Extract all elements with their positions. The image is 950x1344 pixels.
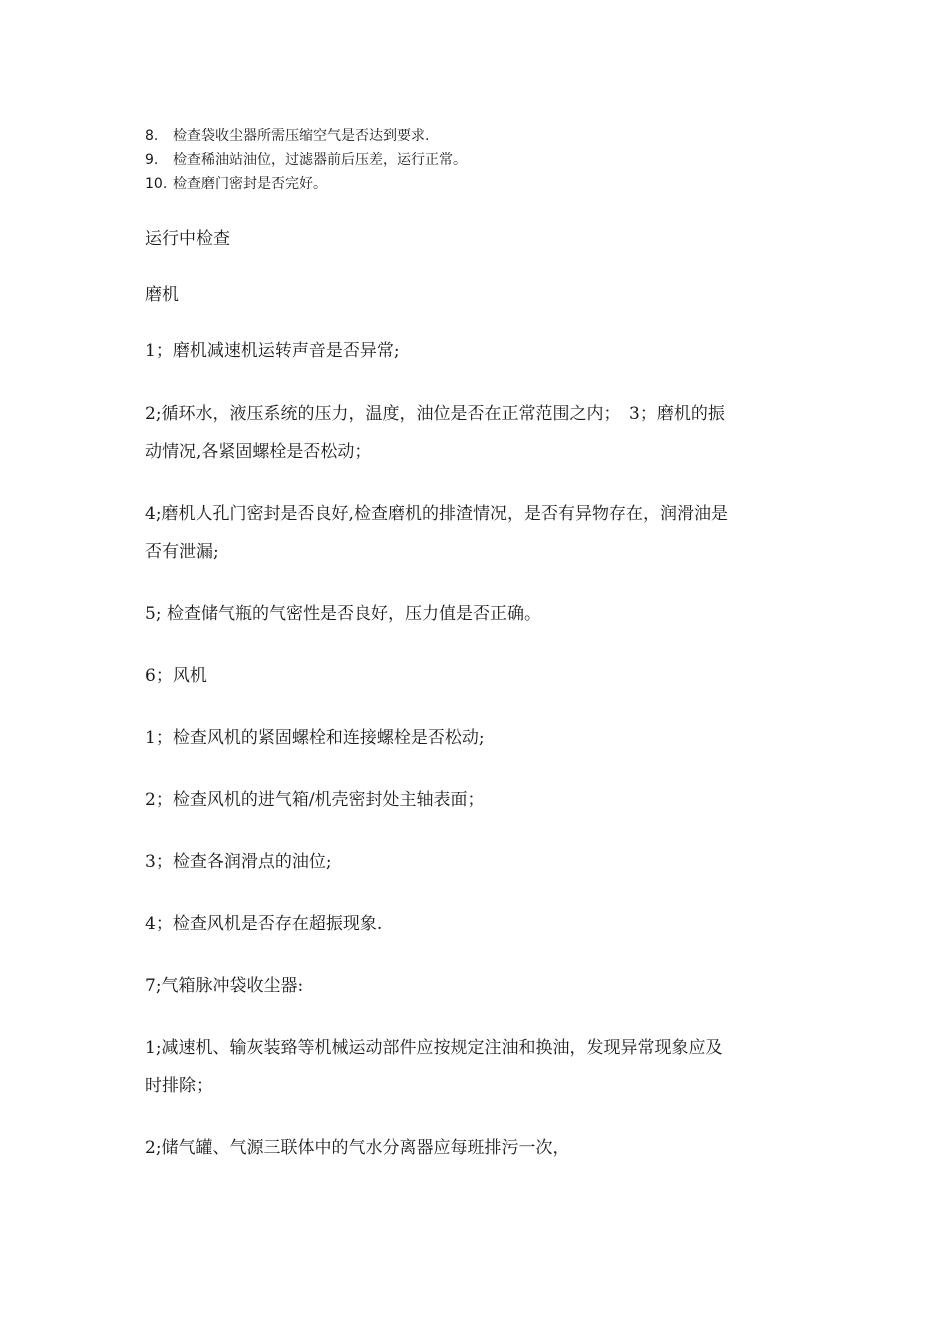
- list-item: [145, 148, 825, 172]
- paragraph: 5; 检查储气瓶的气密性是否良好，压力值是否正确。: [145, 604, 541, 624]
- paragraph: 1;减速机、输灰装臵等机械运动部件应按规定注油和换油，发现异常现象应及 时排除；: [145, 1038, 723, 1096]
- list-number: 10.: [145, 176, 168, 192]
- paragraph: 4;磨机人孔门密封是否良好,检查磨机的排渣情况，是否有异物存在，润滑油是 否有泄漏;: [145, 504, 728, 562]
- paragraph: 7;气箱脉冲袋收尘器:: [145, 976, 304, 996]
- section-heading: 运行中检查: [145, 229, 230, 249]
- paragraph: 2;储气罐、气源三联体中的气水分离器应每班排污一次，: [145, 1138, 570, 1158]
- list-text: 检查稀油站油位，过滤器前后压差，运行正常。: [173, 152, 467, 168]
- paragraph: 3；检查各润滑点的油位;: [145, 852, 332, 872]
- list-number: 9.: [145, 152, 159, 168]
- paragraph: 2；检查风机的进气箱/机壳密封处主轴表面；: [145, 790, 485, 810]
- list-item: [145, 124, 825, 148]
- paragraph: 2;循环水，液压系统的压力，温度，油位是否在正常范围之内； 3；磨机的振 动情况,各紧固螺栓是否松动；: [145, 404, 725, 462]
- subsection-heading: 磨机: [145, 285, 179, 305]
- list-number: 8.: [145, 128, 159, 144]
- paragraph: 4；检查风机是否存在超振现象.: [145, 914, 383, 934]
- paragraph: 1；磨机减速机运转声音是否异常;: [145, 341, 400, 361]
- list-text: 检查磨门密封是否完好。: [173, 176, 327, 192]
- body-text: [145, 220, 817, 1167]
- paragraph: 6；风机: [145, 666, 207, 686]
- list-item: [145, 172, 825, 196]
- numbered-list: [145, 124, 825, 196]
- list-text: 检查袋收尘器所需压缩空气是否达到要求.: [173, 128, 430, 144]
- paragraph: 1；检查风机的紧固螺栓和连接螺栓是否松动;: [145, 728, 485, 748]
